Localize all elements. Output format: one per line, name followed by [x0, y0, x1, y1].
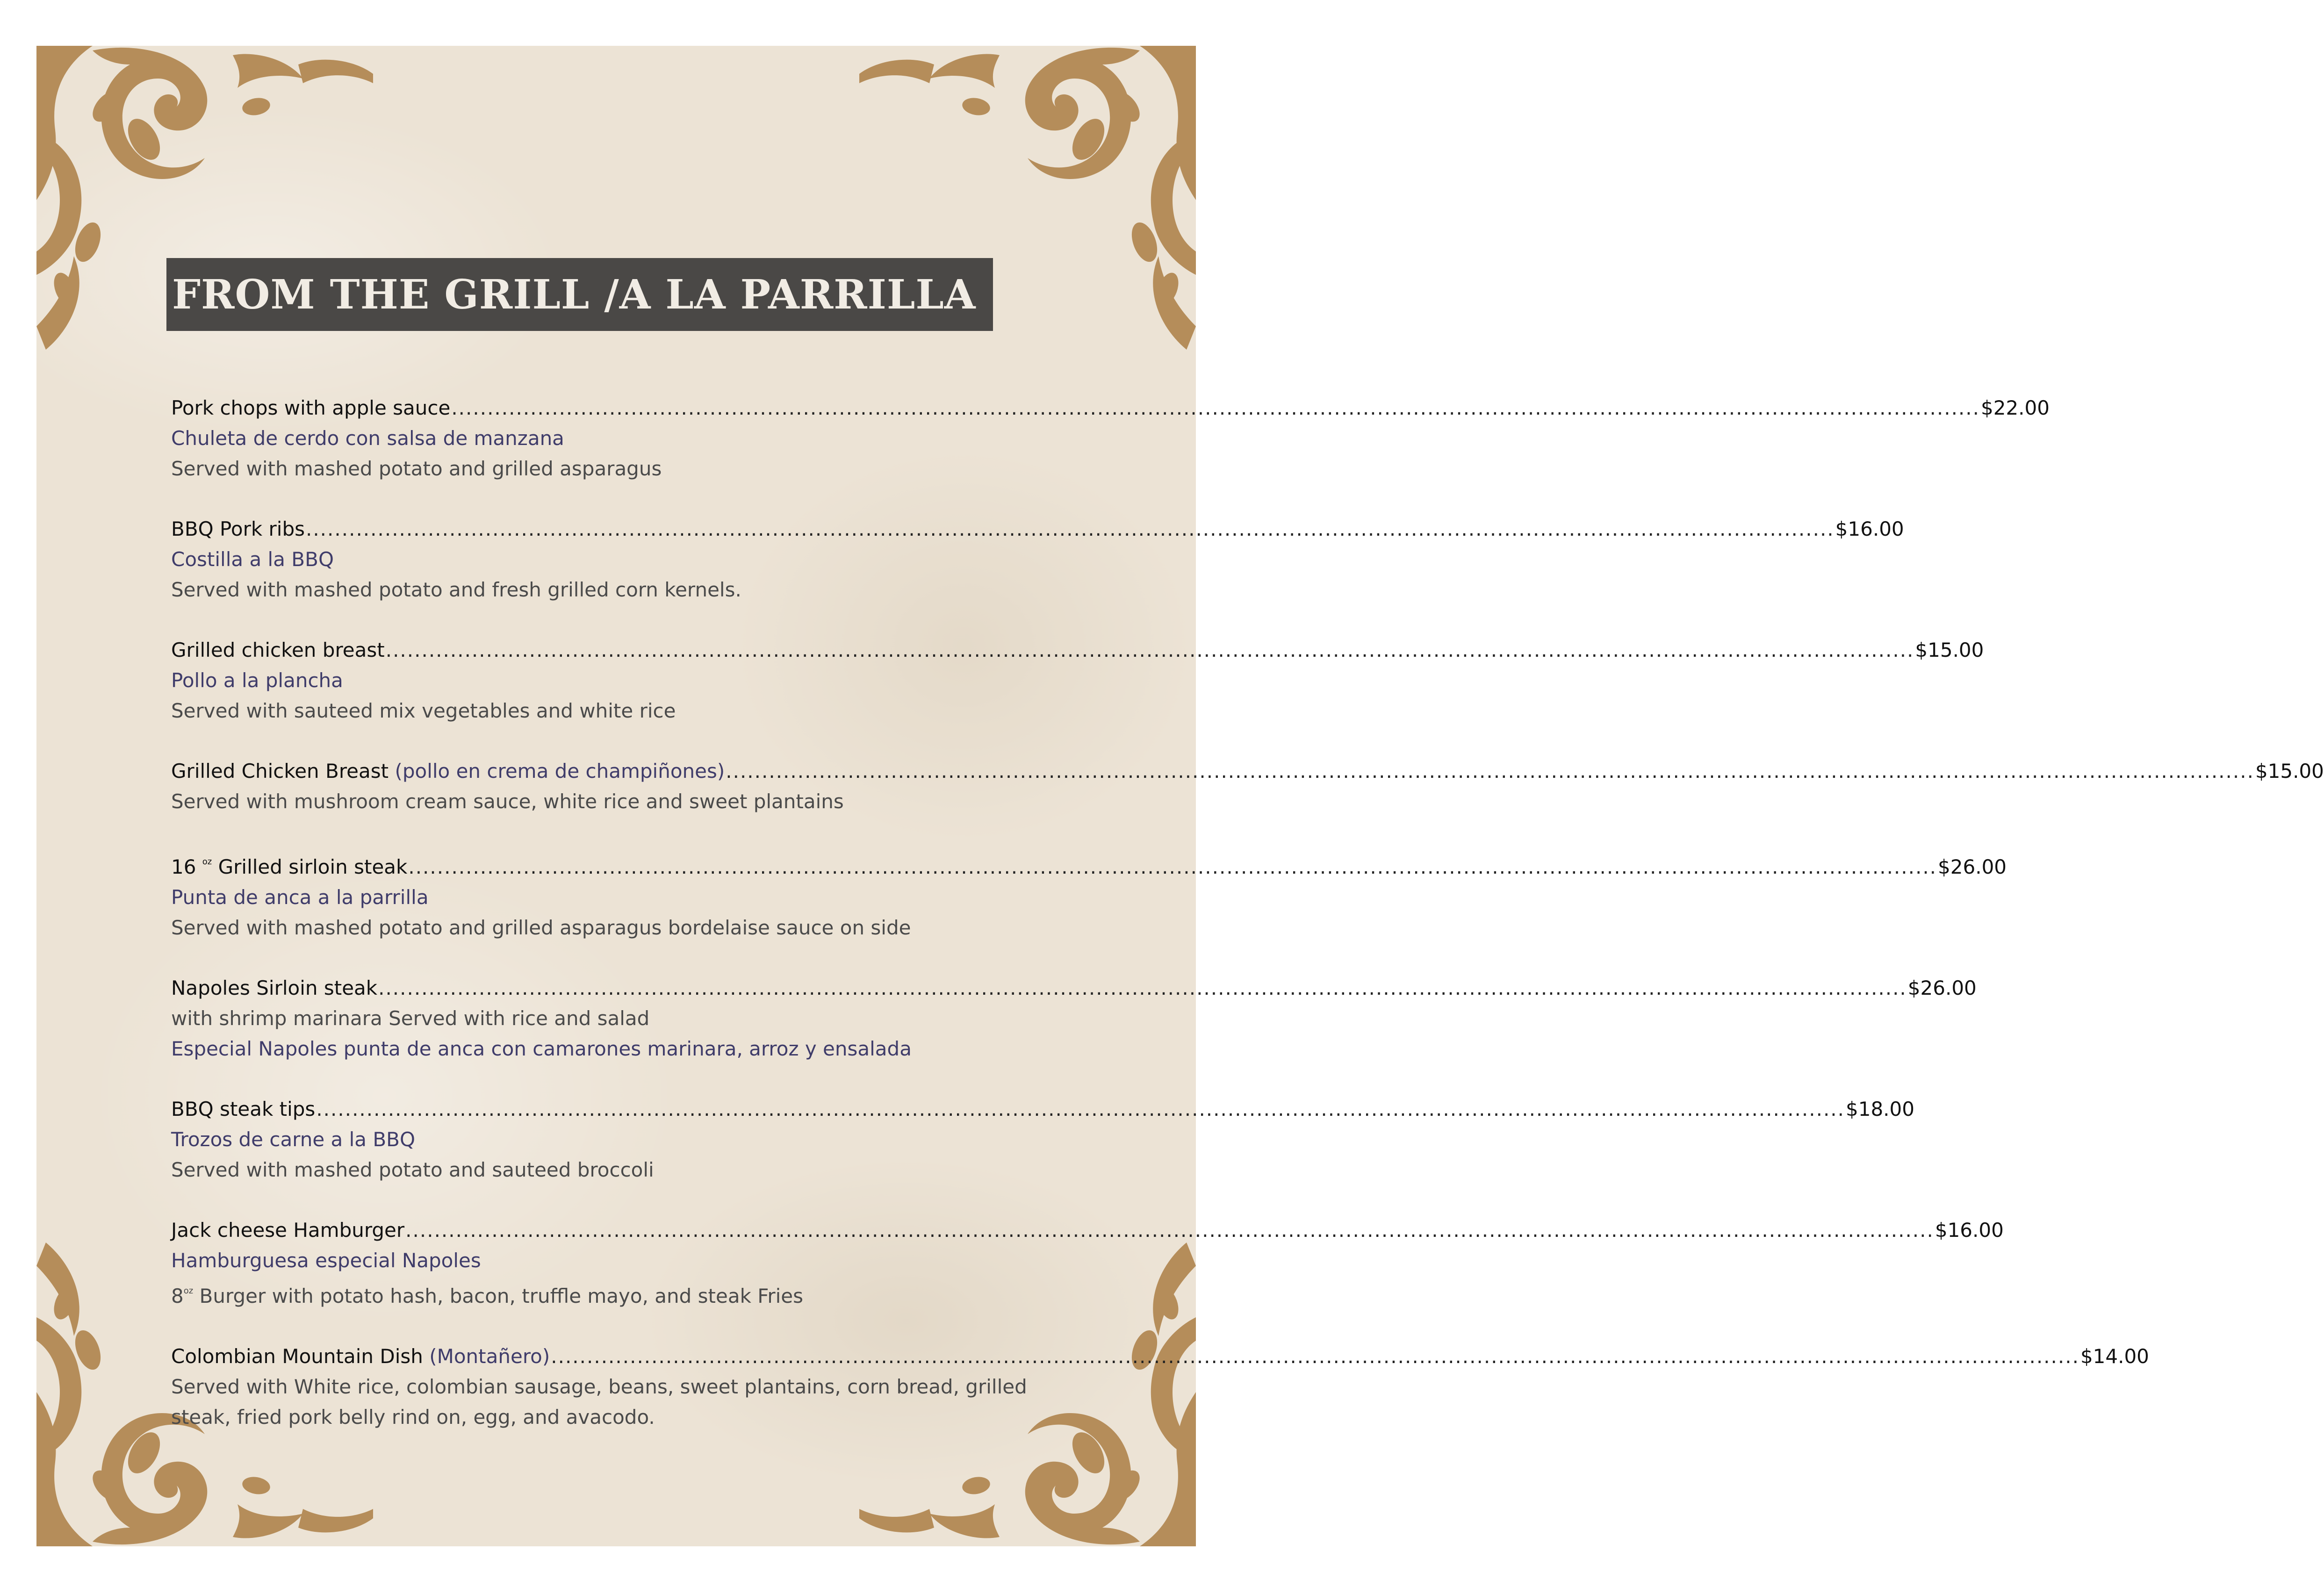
description-prefix: 8 — [171, 1285, 184, 1307]
item-spanish-name: Punta de anca a la parrilla — [171, 886, 429, 909]
item-price: $16.00 — [1835, 517, 1904, 540]
item-name: Napoles Sirloin steak — [171, 977, 378, 999]
item-name: Grilled Chicken Breast — [171, 760, 395, 783]
menu-item — [171, 847, 2007, 943]
menu-item-header — [171, 393, 2050, 423]
item-name: Grilled sirloin steak — [212, 855, 408, 878]
menu-item-header — [171, 1215, 2004, 1245]
item-name-spanish: (Montañero) — [429, 1345, 550, 1368]
dot-leader: ..................................................................................................................................................................................................................... — [551, 1345, 2079, 1368]
item-spanish-name: Especial Napoles punta de anca con camarones marinara, arroz y ensalada — [171, 1037, 912, 1060]
item-spanish-name: Pollo a la plancha — [171, 669, 343, 692]
item-name-wrap — [171, 1341, 550, 1371]
corner-ornament-top-right — [859, 46, 1196, 382]
item-name: Jack cheese Hamburger — [171, 1219, 405, 1242]
section-title-banner — [166, 258, 993, 331]
dot-leader: ..................................................................................................................................................................................................................... — [726, 760, 2254, 783]
dot-leader: ..................................................................................................................................................................................................................... — [451, 396, 1980, 419]
menu-list — [171, 393, 2324, 1462]
item-price: $15.00 — [2255, 760, 2324, 783]
item-price: $15.00 — [1915, 639, 1984, 661]
menu-item — [171, 1094, 1914, 1185]
menu-item — [171, 635, 1984, 726]
menu-item-header — [171, 514, 1904, 544]
item-name: BBQ Pork ribs — [171, 517, 305, 540]
item-description: with shrimp marinara Served with rice and salad — [171, 1007, 650, 1030]
menu-item-header — [171, 756, 2324, 786]
menu-item — [171, 973, 1977, 1064]
item-description: Served with mushroom cream sauce, white rice and sweet plantains — [171, 790, 844, 813]
menu-item — [171, 1341, 2149, 1432]
item-name-wrap — [171, 756, 725, 786]
item-price: $16.00 — [1935, 1219, 2004, 1242]
item-description: Served with White rice, colombian sausage, beans, sweet plantains, corn bread, grilled steak, fried pork belly rind on, egg, and avacodo. — [171, 1375, 1027, 1429]
item-description-wrap — [171, 1276, 1069, 1311]
item-description: Served with sauteed mix vegetables and white rice — [171, 699, 676, 722]
dot-leader: ..................................................................................................................................................................................................................... — [305, 517, 1835, 540]
item-price: $14.00 — [2080, 1345, 2149, 1368]
item-name: BBQ steak tips — [171, 1098, 316, 1120]
item-name: Colombian Mountain Dish — [171, 1345, 430, 1368]
item-price: $26.00 — [1938, 855, 2007, 878]
menu-item — [171, 756, 2324, 817]
item-description: Served with mashed potato and fresh grilled corn kernels. — [171, 578, 741, 601]
item-price: $22.00 — [1981, 396, 2050, 419]
dot-leader: ..................................................................................................................................................................................................................... — [378, 977, 1907, 999]
menu-item — [171, 393, 2050, 484]
item-name-spanish: (pollo en crema de champiñones) — [395, 760, 725, 783]
menu-item-header — [171, 973, 1977, 1003]
item-name-wrap — [171, 847, 407, 882]
menu-item-header — [171, 635, 1984, 665]
dot-leader: ..................................................................................................................................................................................................................... — [385, 639, 1914, 661]
menu-item — [171, 514, 1904, 605]
dot-leader: ..................................................................................................................................................................................................................... — [408, 855, 1937, 878]
item-name-prefix: 16 — [171, 855, 202, 878]
ounce-superscript: oz — [183, 1286, 194, 1296]
item-price: $26.00 — [1907, 977, 1977, 999]
menu-item-header — [171, 1094, 1914, 1124]
menu-item-header — [171, 1341, 2149, 1371]
section-title: FROM THE GRILL /A LA PARRILLA — [172, 271, 976, 318]
item-spanish-name: Costilla a la BBQ — [171, 548, 334, 571]
corner-ornament-top-left — [36, 46, 373, 382]
menu-item-header — [171, 847, 2007, 882]
menu-item — [171, 1215, 2004, 1311]
item-spanish-name: Trozos de carne a la BBQ — [171, 1128, 416, 1151]
item-name: Grilled chicken breast — [171, 639, 385, 661]
dot-leader: ..................................................................................................................................................................................................................... — [316, 1098, 1845, 1120]
item-price: $18.00 — [1846, 1098, 1914, 1120]
item-name: Pork chops with apple sauce — [171, 396, 451, 419]
item-description: Served with mashed potato and grilled asparagus — [171, 457, 662, 480]
item-spanish-name: Chuleta de cerdo con salsa de manzana — [171, 427, 564, 450]
item-spanish-name: Hamburguesa especial Napoles — [171, 1249, 481, 1272]
dot-leader: ..................................................................................................................................................................................................................... — [405, 1219, 1934, 1242]
ounce-superscript: oz — [202, 857, 212, 867]
item-description: Served with mashed potato and grilled asparagus bordelaise sauce on side — [171, 916, 911, 939]
item-description: Burger with potato hash, bacon, truffle mayo, and steak Fries — [193, 1285, 804, 1307]
item-description: Served with mashed potato and sauteed broccoli — [171, 1158, 654, 1181]
